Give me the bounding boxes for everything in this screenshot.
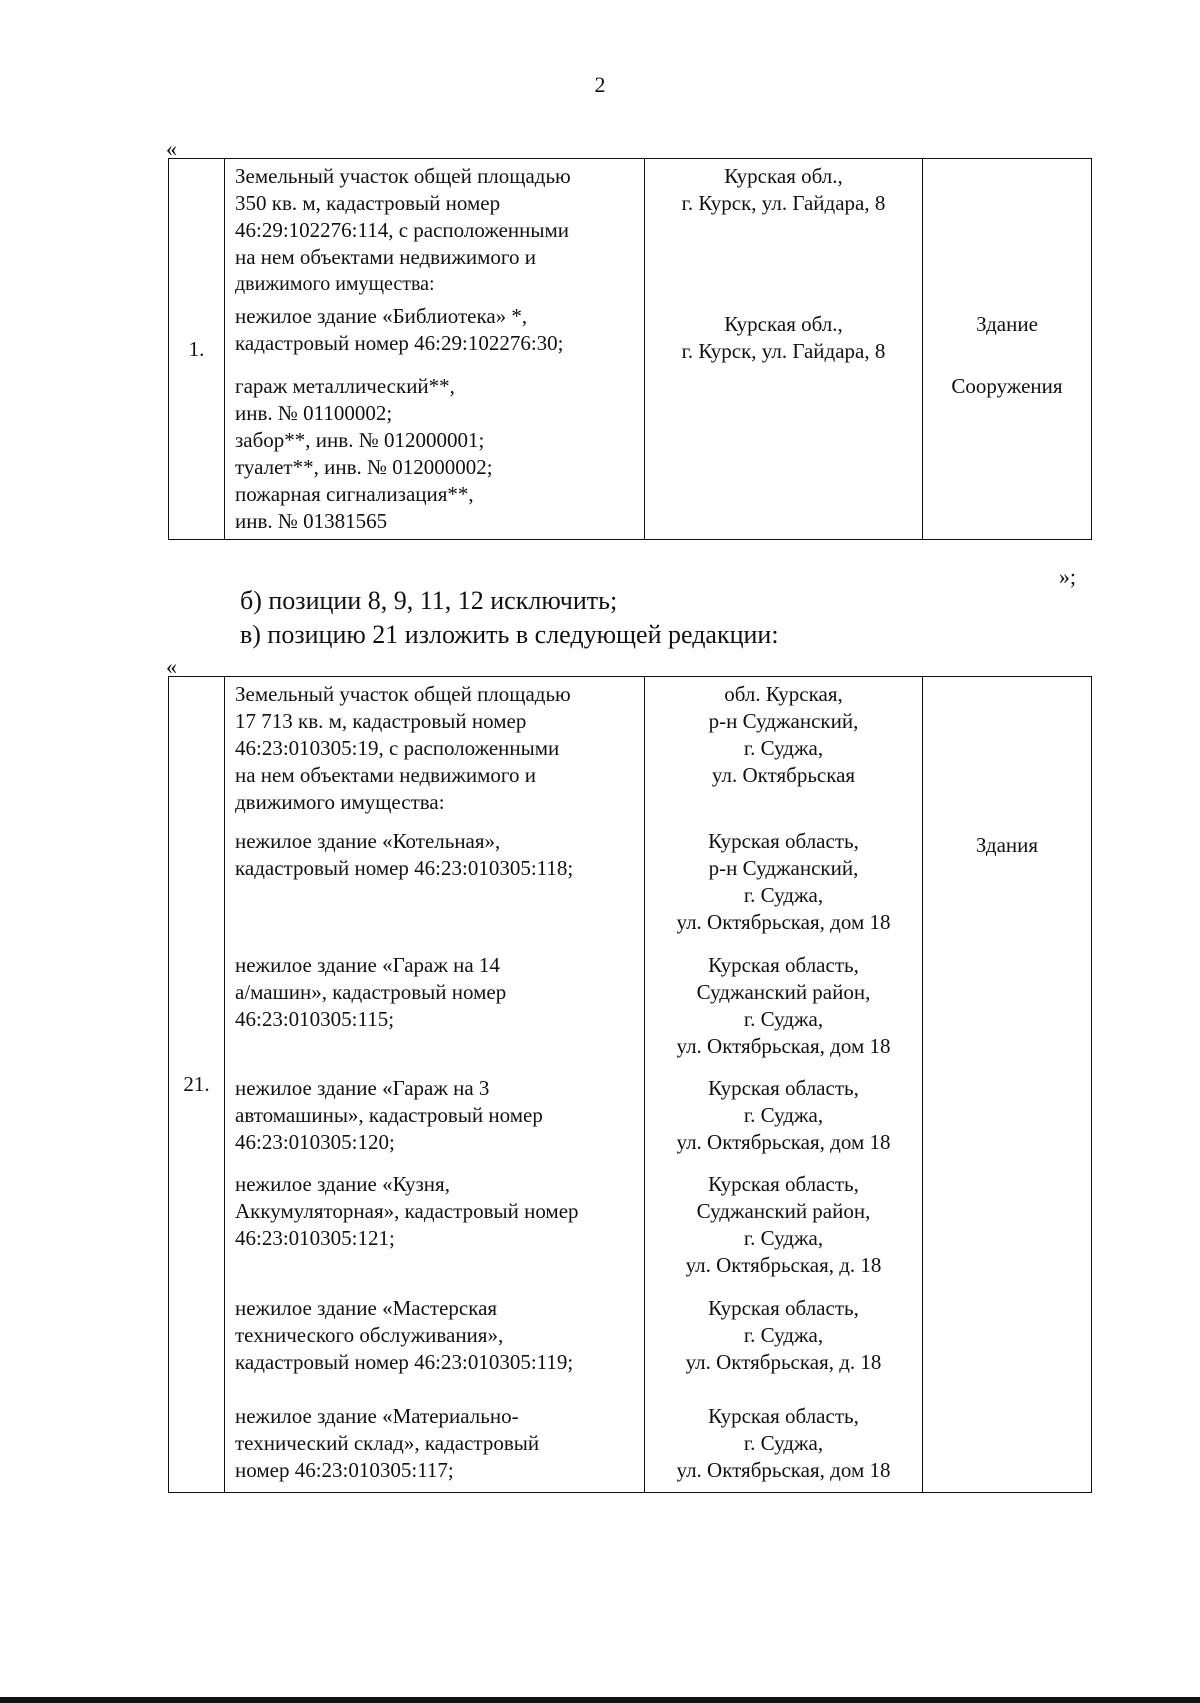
description-cell	[225, 677, 645, 1493]
address-block: обл. Курская, р-н Суджанский, г. Суджа, ул. Октябрьская	[708, 682, 859, 787]
desc-block: нежилое здание «Материально- технический склад», кадастровый номер 46:23:010305:117;	[235, 1404, 540, 1482]
desc-block: нежилое здание «Котельная», кадастровый номер 46:23:010305:118;	[235, 829, 574, 880]
row-number: 1.	[169, 159, 225, 540]
desc-block: нежилое здание «Библиотека» *, кадастровый номер 46:29:102276:30;	[235, 304, 564, 355]
property-table-2	[168, 676, 1092, 1493]
type-cell	[923, 159, 1092, 540]
address-block: Курская область, г. Суджа, ул. Октябрьская, дом 18	[676, 1404, 891, 1482]
desc-block: гараж металлический**, инв. № 01100002; забор**, инв. № 012000001; туалет**, инв. № 012000002; пожарная сигнализация**, инв. № 01381565	[235, 374, 493, 533]
table-row	[169, 159, 1092, 540]
description-cell	[225, 159, 645, 540]
desc-block: нежилое здание «Кузня, Аккумуляторная», кадастровый номер 46:23:010305:121;	[235, 1172, 579, 1250]
paragraph-v: в) позицию 21 изложить в следующей редакции:	[240, 620, 779, 649]
desc-block: Земельный участок общей площадью 17 713 кв. м, кадастровый номер 46:23:010305:19, с расположенными на нем объектами недвижимого и движимого имущества:	[235, 682, 571, 814]
row-number: 21.	[169, 677, 225, 1493]
desc-block: нежилое здание «Гараж на 3 автомашины», кадастровый номер 46:23:010305:120;	[235, 1076, 543, 1154]
page-number: 2	[594, 72, 606, 97]
address-block: Курская область, Суджанский район, г. Суджа, ул. Октябрьская, дом 18	[676, 953, 891, 1058]
type-label: Здания	[975, 833, 1039, 857]
paragraph-b: б) позиции 8, 9, 11, 12 исключить;	[240, 586, 618, 615]
open-quote-1: «	[166, 136, 177, 161]
address-block: Курская обл., г. Курск, ул. Гайдара, 8	[681, 312, 886, 363]
scan-edge	[0, 1697, 1200, 1703]
table-row	[169, 677, 1092, 1493]
open-quote-2: «	[166, 654, 177, 679]
type-label: Здание	[976, 312, 1038, 336]
desc-block: нежилое здание «Гараж на 14 а/машин», кадастровый номер 46:23:010305:115;	[235, 953, 507, 1031]
address-cell	[645, 677, 923, 1493]
close-quote: »;	[1058, 564, 1076, 589]
desc-block: нежилое здание «Мастерская технического обслуживания», кадастровый номер 46:23:010305:119;	[235, 1296, 574, 1374]
desc-block: Земельный участок общей площадью 350 кв. м, кадастровый номер 46:29:102276:114, с расположенными на нем объектами недвижимого и движимого имущества:	[235, 164, 571, 295]
address-block: Курская область, г. Суджа, ул. Октябрьская, д. 18	[685, 1296, 882, 1374]
property-table-1	[168, 158, 1092, 540]
address-block: Курская область, Суджанский район, г. Суджа, ул. Октябрьская, д. 18	[685, 1172, 882, 1277]
address-block: Курская область, р-н Суджанский, г. Суджа, ул. Октябрьская, дом 18	[676, 829, 891, 934]
type-cell	[923, 677, 1092, 1493]
type-label: Сооружения	[951, 374, 1063, 398]
address-block: Курская обл., г. Курск, ул. Гайдара, 8	[681, 164, 886, 215]
address-block: Курская область, г. Суджа, ул. Октябрьская, дом 18	[676, 1076, 891, 1154]
address-cell	[645, 159, 923, 540]
